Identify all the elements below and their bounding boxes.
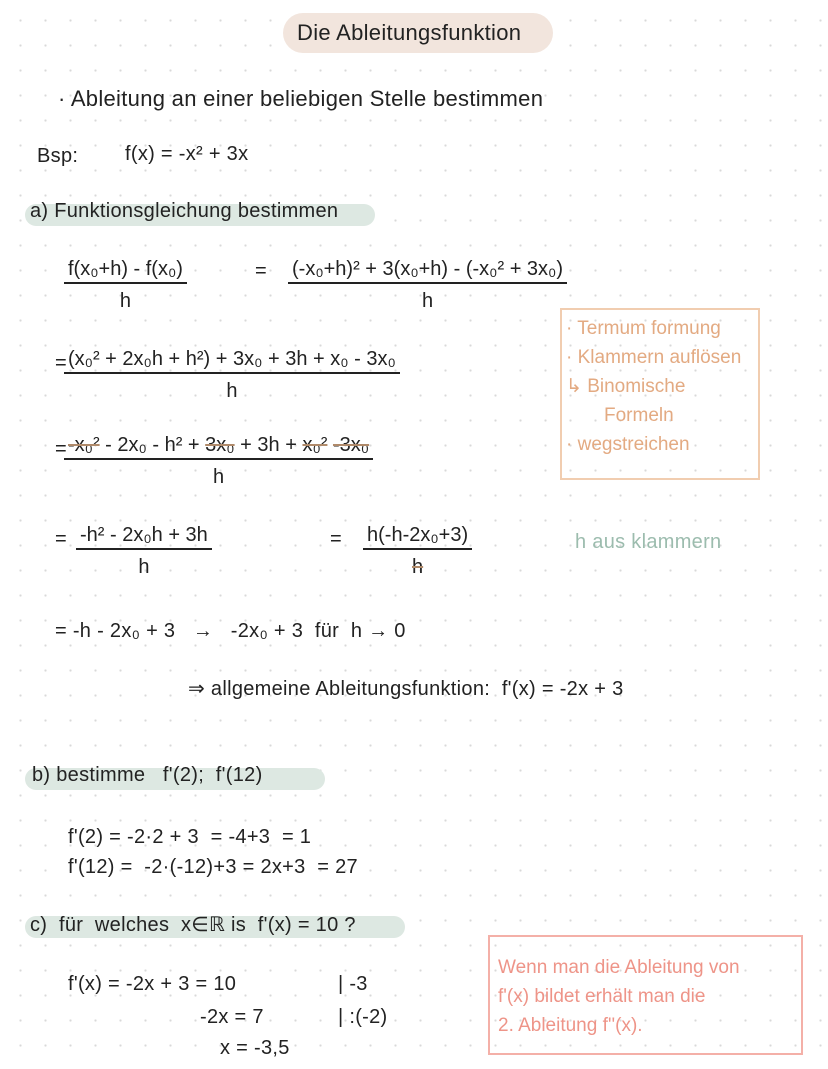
cancelled-term: -3x₀ <box>332 434 370 456</box>
denominator: h <box>212 466 225 488</box>
part-a-heading: a) Funktionsgleichung bestimmen <box>30 200 339 222</box>
cancelled-term: -x₀² <box>68 434 100 456</box>
fraction-step4 <box>76 524 212 579</box>
part-c-heading: c) für welches x∈ℝ is f'(x) = 10 ? <box>30 914 356 936</box>
cancelled-term: 3x₀ <box>205 434 235 456</box>
tip: ↳ Binomische <box>566 376 686 397</box>
tip: · Klammern auflösen <box>566 347 742 368</box>
numerator: -h² - 2x₀h + 3h <box>76 524 212 550</box>
example-function: f(x) = -x² + 3x <box>125 143 249 165</box>
operation: | -3 <box>338 973 368 995</box>
term: - 2x₀ - h² + <box>99 434 206 456</box>
tip: · wegstreichen <box>566 434 690 455</box>
example-label: Bsp: <box>37 145 79 167</box>
equals: = <box>255 260 267 282</box>
difference-quotient <box>64 258 187 313</box>
fraction-step2 <box>64 348 400 403</box>
operation: | :(-2) <box>338 1006 388 1028</box>
equals: = <box>55 438 67 460</box>
page-title: Die Ableitungsfunktion <box>297 20 522 45</box>
intro-text: · Ableitung an einer beliebigen Stelle bestimmen <box>58 86 544 111</box>
numerator: (x₀² + 2x₀h + h²) + 3x₀ + 3h + x₀ - 3x₀ <box>64 348 400 374</box>
numerator: f(x₀+h) - f(x₀) <box>64 258 187 284</box>
factor-note: h aus klammern <box>575 531 722 553</box>
denominator: h <box>119 290 132 312</box>
numerator: (-x₀+h)² + 3(x₀+h) - (-x₀² + 3x₀) <box>288 258 567 284</box>
term: + 3h + <box>234 434 303 456</box>
part-b-heading: b) bestimme f'(2); f'(12) <box>32 764 263 786</box>
tips-box <box>560 308 760 480</box>
numerator: h(-h-2x₀+3) <box>363 524 472 550</box>
denominator: h <box>421 290 434 312</box>
equals: = <box>55 352 67 374</box>
equation-line: x = -3,5 <box>220 1037 290 1059</box>
denominator: h <box>138 556 150 578</box>
equals: = <box>330 528 342 550</box>
numerator <box>64 434 373 460</box>
calc-line: f'(12) = -2·(-12)+3 = 2x+3 = 27 <box>68 856 358 878</box>
limit-step: = -h - 2x₀ + 3 → -2x₀ + 3 für h → 0 <box>55 620 406 642</box>
denominator: h <box>412 556 424 578</box>
note-line: f'(x) bildet erhält man die <box>498 986 706 1007</box>
note-line: 2. Ableitung f''(x). <box>498 1015 643 1036</box>
denominator: h <box>226 380 238 402</box>
tip: · Termum formung <box>566 318 721 339</box>
tip: Formeln <box>604 405 674 426</box>
result: ⇒ allgemeine Ableitungsfunktion: f'(x) = -2x + 3 <box>188 678 624 700</box>
fraction-step3 <box>64 434 373 489</box>
cancelled-term: x₀² <box>302 434 328 456</box>
fraction-factored <box>363 524 472 579</box>
calc-line: f'(2) = -2·2 + 3 = -4+3 = 1 <box>68 826 312 848</box>
note-line: Wenn man die Ableitung von <box>498 957 740 978</box>
fraction-step1 <box>288 258 567 313</box>
equation-line: -2x = 7 <box>200 1006 264 1028</box>
equation-line: f'(x) = -2x + 3 = 10 <box>68 973 237 995</box>
equals: = <box>55 528 67 550</box>
note-box <box>488 935 803 1055</box>
